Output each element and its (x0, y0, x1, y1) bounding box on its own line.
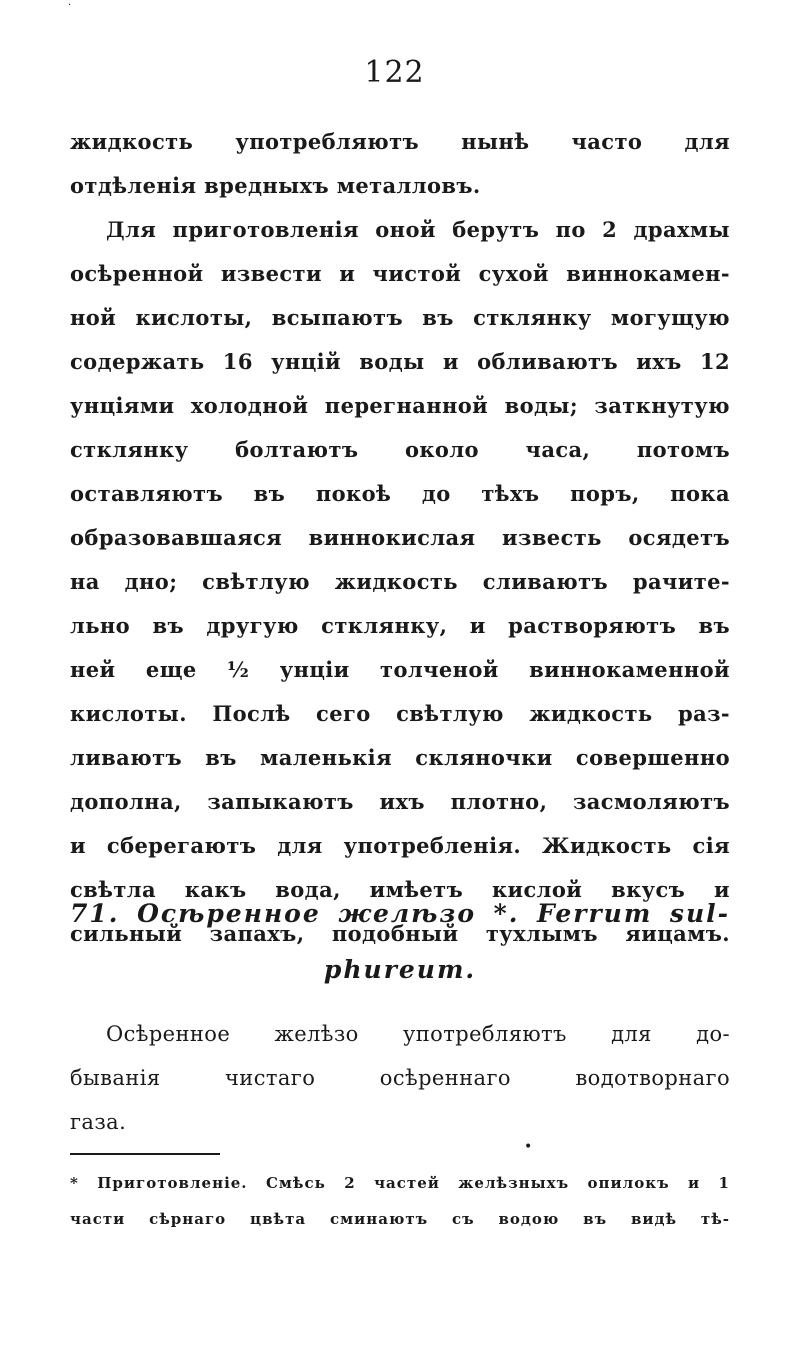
text-line: льно въ другую стклянку, и растворяютъ въ (70, 613, 730, 638)
text-line: быванія чистаго осѣреннаго водотворнаго (70, 1066, 730, 1090)
text-line: газа. (70, 1110, 127, 1134)
footnote-rule (70, 1153, 220, 1155)
text-line: стклянку болтаютъ около часа, потомъ (70, 437, 730, 462)
text-line: сильный запахъ, подобный тухлымъ яицамъ. (70, 921, 730, 946)
text-line: на дно; свѣтлую жидкость сливаютъ рачите- (70, 569, 730, 594)
text-line: дополна, запыкаютъ ихъ плотно, засмоляютъ (70, 789, 730, 814)
text-line: оставляютъ въ покоѣ до тѣхъ поръ, пока (70, 481, 730, 506)
text-line: образовавшаяся виннокислая известь осядетъ (70, 525, 730, 550)
text-line: ной кислоты, всыпаютъ въ стклянку могущую (70, 305, 730, 330)
ink-speck: · (68, 0, 72, 11)
text-line: и сберегаютъ для употребленія. Жидкость сія (70, 833, 730, 858)
text-line: свѣтла какъ вода, имѣетъ кислой вкусъ и (70, 877, 730, 902)
page-number: 122 (364, 55, 425, 90)
text-line: ней еще ½ унціи толченой виннокаменной (70, 657, 730, 682)
footnote-line: * Приготовленіе. Смѣсь 2 частей желѣзныхъ опилокъ и 1 (70, 1174, 730, 1192)
text-line: Для приготовленія оной берутъ по 2 драхмы (106, 217, 730, 242)
text-line: осѣренной извести и чистой сухой виннокамен- (70, 261, 730, 286)
footnote-line: части сѣрнаго цвѣта сминаютъ съ водою въ видѣ тѣ- (70, 1210, 730, 1228)
heading-line: 71. Осѣренное желѣзо *. Ferrum sul- (70, 899, 730, 928)
text-line: отдѣленія вредныхъ металловъ. (70, 173, 481, 198)
footnote (70, 1166, 730, 1238)
text-line: ливаютъ въ маленькія скляночки совершенно (70, 745, 730, 770)
text-line: содержать 16 унцій воды и обливаютъ ихъ 12 (70, 349, 730, 374)
text-line: Осѣренное желѣзо употребляютъ для до- (106, 1022, 730, 1046)
text-line: жидкость употребляютъ нынѣ часто для (70, 129, 730, 154)
section-heading (70, 888, 730, 1000)
ink-speck: • (524, 1139, 533, 1155)
body-text (70, 122, 730, 958)
text-line: унціями холодной перегнанной воды; заткнутую (70, 393, 730, 418)
heading-line: phureum. (323, 955, 477, 984)
section-paragraph (70, 1014, 730, 1146)
text-line: кислоты. Послѣ сего свѣтлую жидкость раз- (70, 701, 730, 726)
